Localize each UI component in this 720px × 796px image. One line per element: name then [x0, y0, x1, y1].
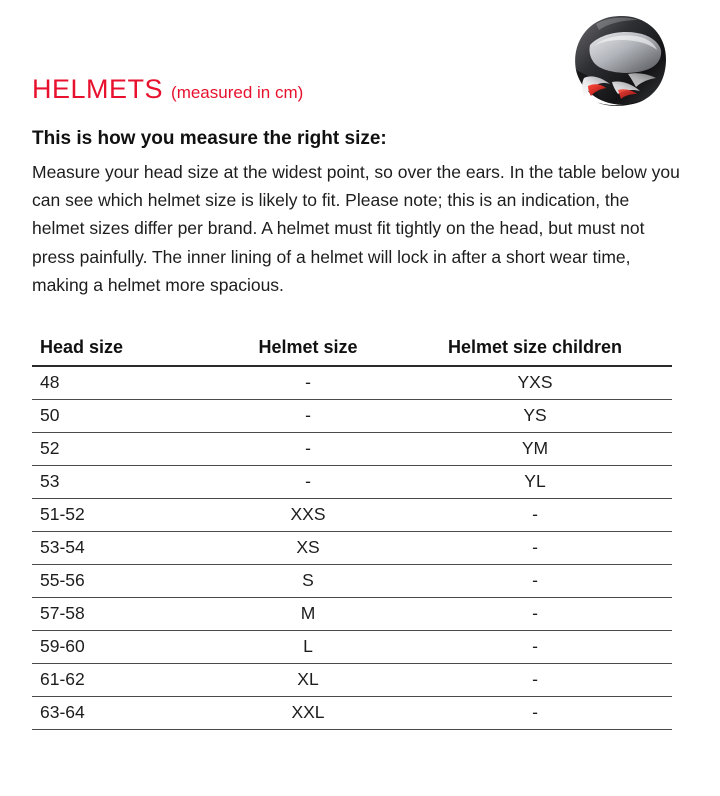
table-body [32, 366, 672, 730]
cell-head-size: 51-52 [32, 499, 218, 532]
helmet-image [566, 12, 678, 108]
page-title [32, 76, 303, 103]
table-row [32, 499, 672, 532]
table-row [32, 466, 672, 499]
table-header-row [32, 333, 672, 366]
column-header-helmet-size: Helmet size [218, 333, 398, 366]
table-row [32, 433, 672, 466]
table-row [32, 565, 672, 598]
cell-head-size: 63-64 [32, 697, 218, 730]
cell-helmet-size: - [218, 433, 398, 466]
table-row [32, 697, 672, 730]
cell-helmet-size: M [218, 598, 398, 631]
table-row [32, 664, 672, 697]
size-table [32, 333, 672, 730]
cell-helmet-size-children: YL [398, 466, 672, 499]
measure-instructions: Measure your head size at the widest point, so over the ears. In the table below you can see which helmet size is likely to fit. Please note; this is an indication, the helmet sizes differ per brand. A helmet must fit tightly on the head, but must not press painfully. The inner lining of a helmet will lock in after a short wear time, making a helmet more spacious. [32, 161, 680, 296]
cell-helmet-size-children: - [398, 631, 672, 664]
page-title-main: HELMETS [32, 74, 164, 104]
cell-helmet-size-children: YS [398, 400, 672, 433]
cell-helmet-size-children: - [398, 598, 672, 631]
cell-helmet-size-children: YM [398, 433, 672, 466]
cell-helmet-size: - [218, 400, 398, 433]
cell-helmet-size-children: - [398, 697, 672, 730]
cell-helmet-size: XS [218, 532, 398, 565]
table-row [32, 598, 672, 631]
cell-head-size: 52 [32, 433, 218, 466]
cell-helmet-size-children: YXS [398, 366, 672, 400]
cell-helmet-size: L [218, 631, 398, 664]
cell-helmet-size: XXL [218, 697, 398, 730]
cell-helmet-size: XL [218, 664, 398, 697]
cell-helmet-size-children: - [398, 499, 672, 532]
cell-helmet-size: - [218, 366, 398, 400]
cell-helmet-size: XXS [218, 499, 398, 532]
cell-helmet-size-children: - [398, 664, 672, 697]
column-header-helmet-size-children: Helmet size children [398, 333, 672, 366]
cell-head-size: 53-54 [32, 532, 218, 565]
cell-head-size: 48 [32, 366, 218, 400]
table-row [32, 532, 672, 565]
column-header-head-size: Head size [32, 333, 218, 366]
cell-helmet-size: - [218, 466, 398, 499]
cell-head-size: 55-56 [32, 565, 218, 598]
page-title-note: (measured in cm) [171, 83, 304, 102]
cell-head-size: 53 [32, 466, 218, 499]
table-row [32, 631, 672, 664]
cell-head-size: 59-60 [32, 631, 218, 664]
cell-head-size: 57-58 [32, 598, 218, 631]
cell-helmet-size-children: - [398, 532, 672, 565]
document-header [32, 0, 688, 126]
cell-head-size: 50 [32, 400, 218, 433]
table-row [32, 366, 672, 400]
cell-helmet-size: S [218, 565, 398, 598]
cell-head-size: 61-62 [32, 664, 218, 697]
cell-helmet-size-children: - [398, 565, 672, 598]
table-row [32, 400, 672, 433]
measure-subheading: This is how you measure the right size: [32, 128, 387, 149]
